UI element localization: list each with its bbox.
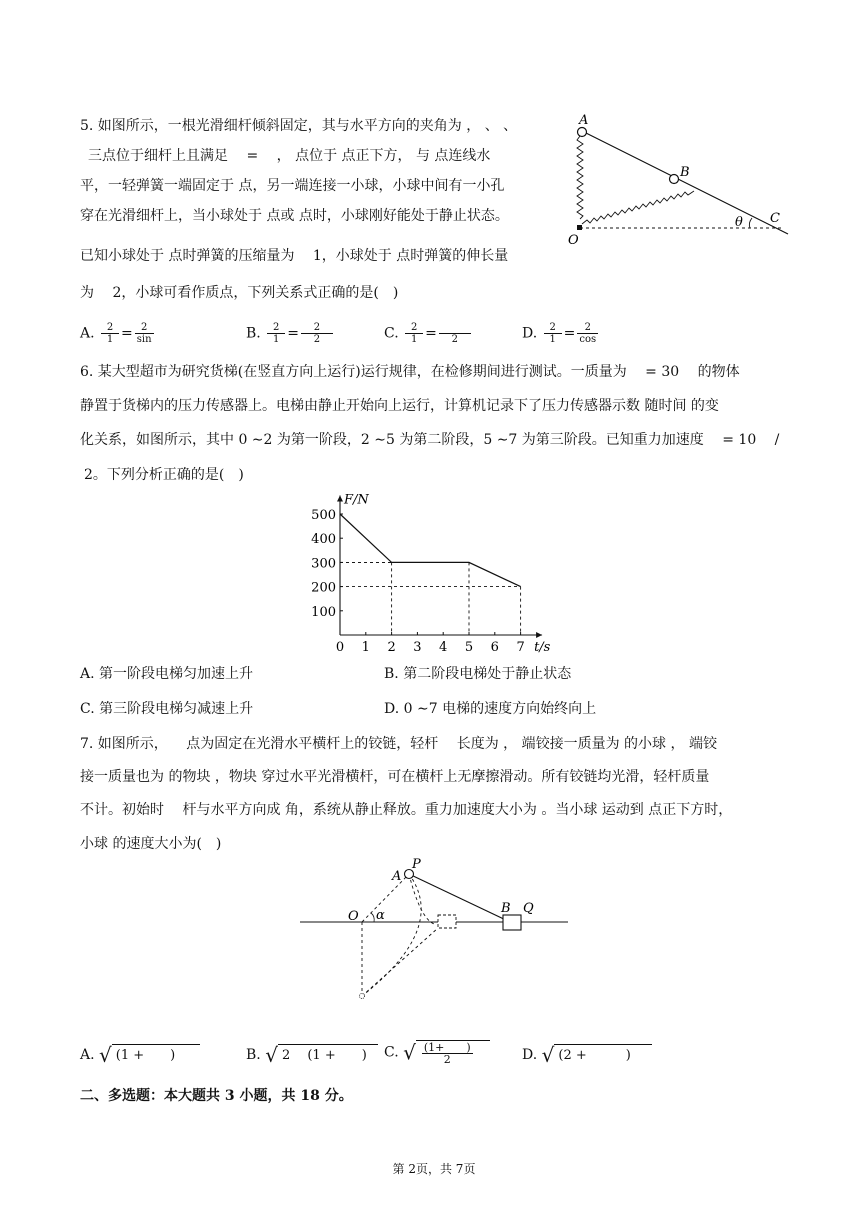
q5-line-6: 为 2，小球可看作质点，下列关系式正确的是( ) [80,285,399,301]
q7-block-b [503,915,521,930]
q5-option-d-prefix: D. [522,325,538,342]
q5-line-2: 三点位于细杆上且满足 = ， 点位于 点正下方， 与 点连线水 [88,148,491,164]
x-tick-label-6: 6 [490,640,499,655]
q5-vertical-spring [577,136,583,219]
q7-label-o: O [348,909,359,924]
q5-option-c[interactable]: C. $\frac{2}{1}$ = 2 [384,322,473,345]
q7-line-4: 小球 的速度大小为( ) [80,836,222,852]
q7-option-c-prefix: C. [384,1044,399,1061]
x-axis-arrow [536,632,542,638]
q6-chart [300,485,570,660]
y-tick-label-400: 400 [311,532,336,548]
q5-diagonal-spring [582,191,694,224]
x-tick-label-0: 0 [335,640,345,655]
q7-line-2: 接一质量也为 的物块 ，物块 穿过水平光滑横杆，可在横杆上无摩擦滑动。所有铰链均光滑，轻杆质量 [80,769,710,785]
q5-label-c: C [770,211,780,226]
q7-option-a-sqrt: √ (1 + ) [99,1044,200,1066]
q7-option-d-prefix: D. [522,1047,538,1063]
q5-ball-b [670,175,679,184]
q5-option-d-lhs: $\frac{2}{1}$ [544,322,562,345]
q5-option-b[interactable]: B. $\frac{2}{1}$ = $\frac{2}{2}$ [246,322,335,345]
q7-option-b[interactable] [246,1044,378,1066]
q6-line-2: 静置于货梯内的压力传感器上。电梯由静止开始向上运行，计算机记录下了压力传感器示数 随时间 的变 [80,398,719,414]
y-tick-label-500: 500 [311,508,336,523]
section-heading-multiple-choice: 二、多选题：本大题共 3 小题，共 18 分。 [80,1088,353,1104]
q5-option-a-prefix: A. [80,325,95,342]
q5-label-theta: θ [735,215,743,230]
q7-figure [298,858,570,1006]
q5-option-a-lhs: $\frac{2}{1}$ [101,322,119,345]
q7-label-b: B [501,901,511,916]
q7-alpha-arc [371,913,374,922]
q7-line-3: 不计。初始时 杆与水平方向成 角，系统从静止释放。重力加速度大小为 。当小球 运动到 点正下方时， [80,802,733,818]
q5-option-c-prefix: C. [384,325,399,342]
q5-line-5: 已知小球处于 点时弹簧的压缩量为 1，小球处于 点时弹簧的伸长量 [80,248,509,264]
q7-dashed-arc-ball [362,874,421,996]
q5-option-c-lhs: $\frac{2}{1}$ [405,322,423,345]
q7-option-c-sqrt: √ $\frac{(1+ )}{2}$ [403,1040,490,1065]
x-tick-label-4: 4 [439,640,448,655]
q7-option-c[interactable] [384,1040,490,1065]
q5-line-3: 平，一轻弹簧一端固定于 点，另一端连接一小球，小球中间有一小孔 [80,178,505,194]
q6-option-b[interactable]: B. 第二阶段电梯处于静止状态 [384,666,572,682]
x-tick-label-1: 1 [361,640,370,655]
q5-theta-arc [749,218,752,228]
q5-label-a: A [579,113,589,128]
q5-option-a-rhs: $\frac{2}{\sin}$ [136,322,152,345]
q5-label-o: O [568,233,579,248]
q5-option-b-lhs: $\frac{2}{1}$ [267,322,285,345]
q7-dashed-block [438,915,456,928]
q7-option-b-sqrt: √ 2 (1 + ) [265,1044,378,1066]
y-axis-arrow [337,495,343,501]
q6-option-a[interactable]: A. 第一阶段电梯匀加速上升 [80,666,254,682]
q6-line-1: 6. 某大型超市为研究货梯(在竖直方向上运行)运行规律，在检修期间进行测试。一质量为 = 30 的物体 [80,364,740,380]
q5-figure [560,108,800,248]
q7-label-q: Q [523,901,534,916]
q7-option-d[interactable] [522,1044,652,1066]
q6-option-c[interactable]: C. 第三阶段电梯匀减速上升 [80,701,254,717]
x-tick-label-5: 5 [464,640,474,655]
x-tick-label-7: 7 [516,640,525,655]
q5-option-c-rhs: 2 [439,322,471,345]
q7-option-d-sqrt: √ (2 + ) [542,1044,653,1066]
q5-option-d-rhs: $\frac{2}{\cos}$ [579,322,597,345]
q5-option-b-prefix: B. [246,325,261,342]
q7-dashed-bottom-link [362,928,438,996]
q5-line-1: 5. 如图所示，一根光滑细杆倾斜固定，其与水平方向的夹角为 ， 、 、 [80,118,518,134]
q5-option-a[interactable]: A. $\frac{2}{1}$ = $\frac{2}{\sin}$ [80,322,152,345]
q7-option-a[interactable] [80,1044,200,1066]
q7-dashed-oa [362,874,409,922]
y-axis-label: F/N [344,492,369,508]
series-line [340,514,521,587]
x-tick-label-3: 3 [413,640,422,655]
y-tick-label-300: 300 [311,556,336,572]
page-footer: 第 2页，共 7页 [392,1162,476,1176]
x-axis-label: t/s [534,640,551,655]
q5-label-b: B [680,165,690,180]
q5-ball-a [578,128,587,137]
y-tick-label-100: 100 [311,604,336,620]
q7-option-a-prefix: A. [80,1047,95,1063]
q7-label-a: A [392,869,402,884]
q7-ball-bottom [360,994,365,999]
q5-rod [580,130,788,234]
q7-line-1: 7. 如图所示， 点为固定在光滑水平横杆上的铰链，轻杆 长度为 ， 端铰接一质量为 的小球 ， 端铰 [80,736,717,752]
q7-dashed-arc-inner [409,874,434,924]
y-tick-label-200: 200 [311,580,336,596]
q7-label-alpha: α [376,908,385,923]
q7-label-p: P [412,858,421,872]
q6-option-d[interactable]: D. 0 ∼7 电梯的速度方向始终向上 [384,701,597,717]
x-tick-label-2: 2 [387,640,396,655]
q7-option-b-prefix: B. [246,1047,261,1063]
q6-line-3: 化关系，如图所示，其中 0 ∼2 为第一阶段，2 ∼5 为第二阶段，5 ∼7 为第三阶段。已知重力加速度 = 10 / [80,432,780,448]
q5-line-4: 穿在光滑细杆上，当小球处于 点或 点时，小球刚好能处于静止状态。 [80,208,509,224]
q5-option-d[interactable]: D. $\frac{2}{1}$ = $\frac{2}{\cos}$ [522,322,597,345]
q5-option-b-rhs: $\frac{2}{2}$ [301,322,333,345]
q6-line-4: 2。下列分析正确的是( ) [84,467,244,483]
q5-pivot-o [577,225,582,230]
